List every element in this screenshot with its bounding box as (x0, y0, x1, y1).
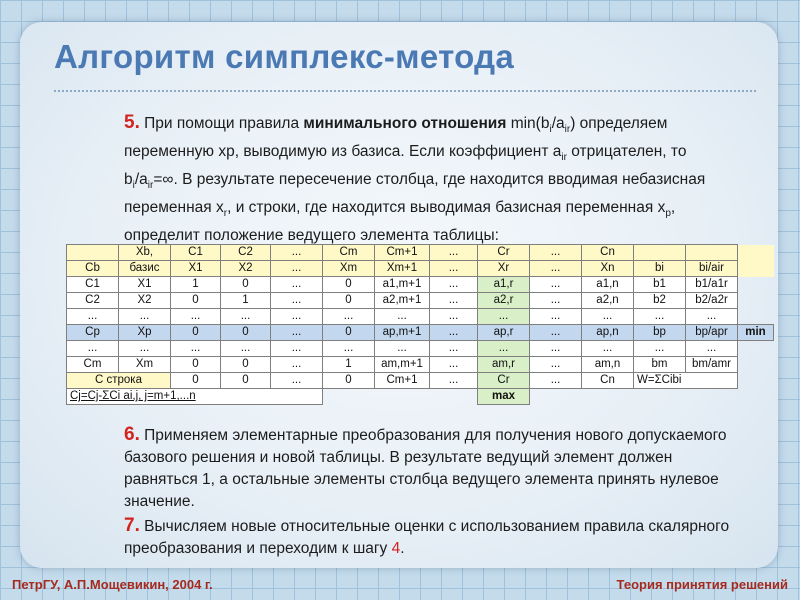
formula-row (67, 389, 774, 405)
table-row: Cm Xm 0 0 ... 1 am,m+1 ... am,r ... am,n bm bm/amr (67, 357, 774, 373)
step-6-paragraph: 6. Применяем элементарные преобразования для получения нового допускаемого базового решения и новой таблицы. В результате ведущий элемент должен равняться 1, а остальные элементы столбца ведущего элемента принять нулевое значение. (124, 424, 727, 510)
min-ratio-term: минимального отношения (303, 115, 507, 132)
step-6-number: 6. (124, 424, 140, 445)
c-row: С строка 0 0 ... 0 Cm+1 ... Cr ... Cn W=ΣCibi (67, 373, 774, 389)
table-header-row-top: Xb, C1 C2 ... Cm Cm+1 ... Cr ... Cn (67, 245, 774, 261)
pivot-element: ap,r (478, 325, 530, 341)
simplex-table (66, 244, 774, 405)
step-7-paragraph: 7. Вычисляем новые относительные оценки с использованием правила скалярного преобразования и переходим к шагу 4. (124, 515, 730, 557)
title-divider (54, 90, 756, 92)
min-label: min (738, 325, 774, 341)
max-label: max (478, 389, 530, 405)
footer-course: Теория принятия решений (616, 577, 788, 592)
step-7-number: 7. (124, 515, 140, 536)
step-5-number: 5. (124, 112, 140, 133)
footer-author: ПетрГУ, А.П.Мощевикин, 2004 г. (12, 577, 213, 592)
step-5-paragraph: 5. При помощи правила минимального отношения $\min(b_i/a_{ir})$ определяем переменную xр, выводимую из базиса. Если коэффициент $a_{ir}$ отрицателен, то $b_i/a_{ir}=\infty$. В результате пересечение столбца, где находится вводимая небазисная переменная $x_r$, и строки, где находится выводимая базисная переменная $x_p$, определит положение ведущего элемента таблицы: (124, 112, 706, 245)
table-header-row-bottom: Cb базис X1 X2 ... Xm Xm+1 ... Xr ... Xn bi bi/air (67, 261, 774, 277)
relative-estimate-formula: Cj=Cj-ΣCi ai,j, j=m+1,...n (67, 389, 323, 405)
table-row: C2 X2 0 1 ... 0 a2,m+1 ... a2,r ... a2,n b2 b2/a2r (67, 293, 774, 309)
c-row-label: С строка (67, 373, 171, 389)
slide-title: Алгоритм симплекс-метода (54, 38, 515, 75)
table-row: ... ... ... ... ... ... ... ... ... ... ... ... ... (67, 341, 774, 357)
pivot-row: Cp Xp 0 0 ... 0 ap,m+1 ... ap,r ... ap,n bp bp/apr min (67, 325, 774, 341)
table-row: ... ... ... ... ... ... ... ... ... ... ... ... ... (67, 309, 774, 325)
step-reference: 4 (391, 540, 401, 557)
table-row: C1 X1 1 0 ... 0 a1,m+1 ... a1,r ... a1,n b1 b1/a1r (67, 277, 774, 293)
